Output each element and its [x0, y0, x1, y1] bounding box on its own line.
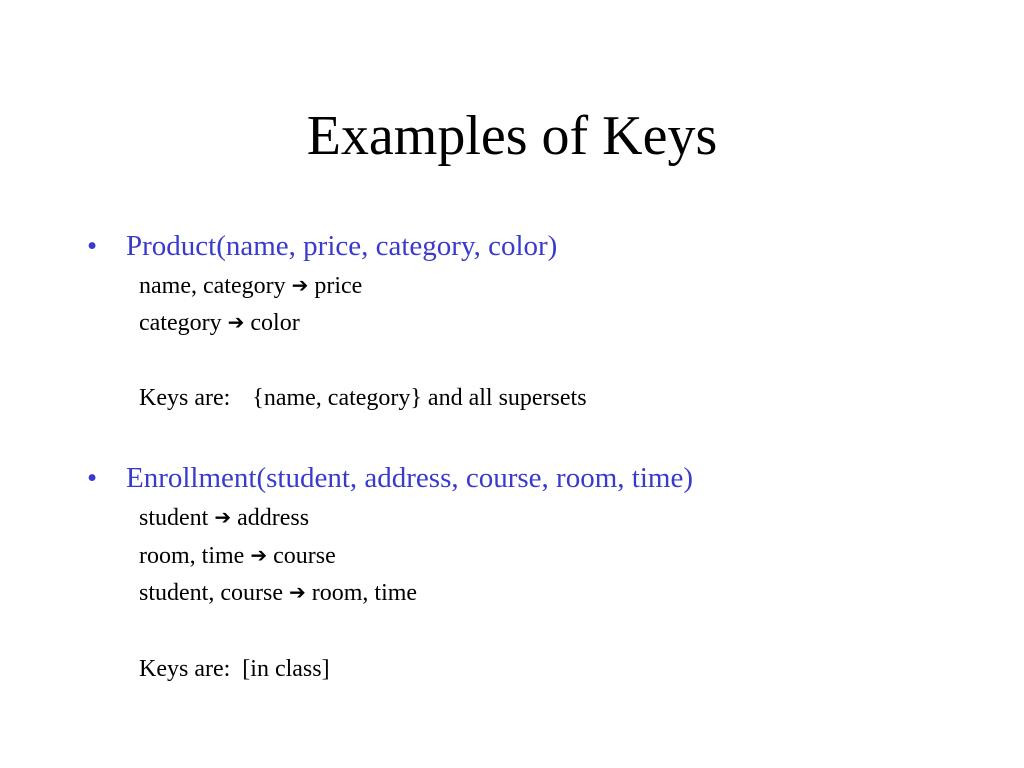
bullet-product: [0, 226, 1000, 266]
arrow-right-icon: ➔: [250, 543, 268, 567]
arrow-right-icon: ➔: [291, 273, 309, 297]
bullet-icon: •: [87, 230, 98, 262]
fd-lhs: name, category: [139, 273, 286, 299]
arrow-right-icon: ➔: [227, 310, 245, 334]
bullet-enrollment-heading: Enrollment(student, address, course, room, time): [126, 462, 693, 494]
fd-line: [139, 502, 309, 534]
arrow-right-icon: ➔: [288, 580, 306, 604]
fd-lhs: category: [139, 310, 222, 336]
fd-rhs: address: [237, 505, 310, 531]
fd-rhs: room, time: [311, 580, 418, 606]
keys-value: [in class]: [242, 656, 330, 682]
keys-line: [139, 653, 330, 685]
bullet-icon: •: [87, 462, 98, 494]
arrow-right-icon: ➔: [214, 505, 232, 529]
keys-label: Keys are:: [139, 656, 231, 682]
fd-line: [139, 540, 336, 572]
keys-value: {name, category} and all supersets: [252, 385, 587, 411]
fd-lhs: student: [139, 505, 209, 531]
fd-rhs: color: [250, 310, 300, 336]
fd-line: [139, 577, 417, 609]
fd-rhs: course: [273, 543, 336, 569]
fd-lhs: student, course: [139, 580, 283, 606]
fd-line: [139, 307, 300, 339]
bullet-enrollment: [0, 458, 1000, 498]
fd-line: [139, 270, 362, 302]
bullet-product-heading: Product(name, price, category, color): [126, 230, 558, 262]
keys-line: [139, 382, 587, 414]
fd-rhs: price: [314, 273, 363, 299]
slide-title: Examples of Keys: [306, 105, 718, 167]
fd-lhs: room, time: [139, 543, 245, 569]
keys-label: Keys are:: [139, 385, 231, 411]
